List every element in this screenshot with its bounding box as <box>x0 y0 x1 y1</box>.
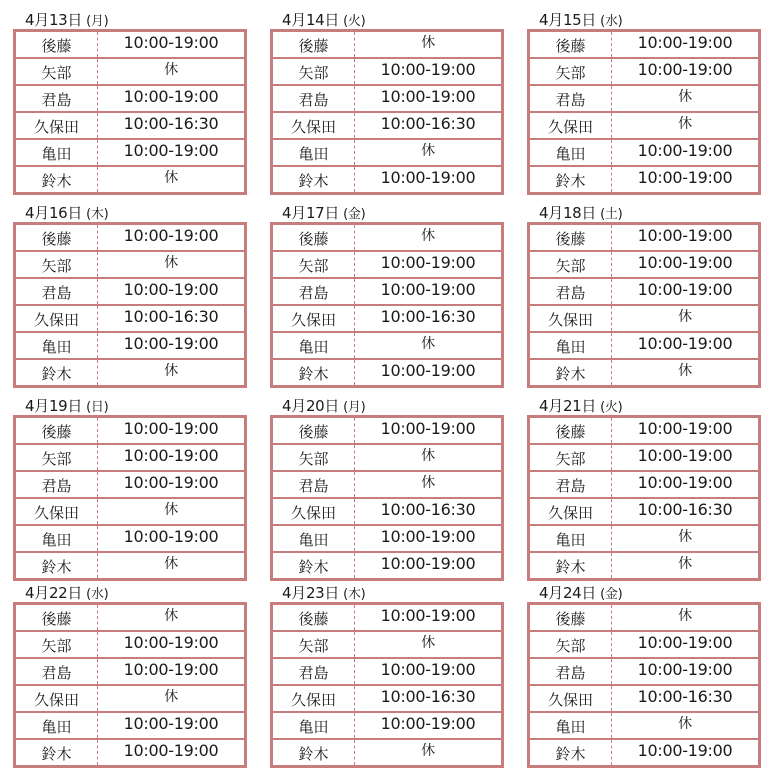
table-row <box>272 498 503 525</box>
table-row <box>529 685 760 712</box>
shift-hours: 10:00-19:00 <box>612 251 760 278</box>
table-row <box>272 552 503 580</box>
table-row <box>529 417 760 445</box>
staff-name: 君島 <box>529 278 612 305</box>
shift-hours: 休 <box>612 712 760 739</box>
shift-hours: 10:00-19:00 <box>355 278 503 305</box>
shift-hours: 休 <box>612 552 760 580</box>
table-row <box>272 139 503 166</box>
table-row <box>15 359 246 387</box>
staff-name: 後藤 <box>15 31 98 59</box>
date-label: 4月18日 <box>539 204 597 222</box>
table-row <box>529 525 760 552</box>
day-title <box>25 203 108 223</box>
staff-name: 君島 <box>272 278 355 305</box>
shift-hours: 10:00-19:00 <box>612 658 760 685</box>
table-row <box>15 525 246 552</box>
table-row <box>272 658 503 685</box>
weekday-label: (水) <box>86 587 109 602</box>
weekday-label: (木) <box>86 207 109 222</box>
shift-hours: 10:00-19:00 <box>355 712 503 739</box>
table-row <box>15 444 246 471</box>
day-title <box>25 10 108 30</box>
staff-name: 久保田 <box>15 112 98 139</box>
shift-hours: 10:00-19:00 <box>98 712 246 739</box>
shift-hours: 10:00-19:00 <box>98 658 246 685</box>
shift-hours: 10:00-19:00 <box>612 471 760 498</box>
table-row <box>529 85 760 112</box>
table-row <box>272 604 503 632</box>
shift-hours: 休 <box>355 739 503 767</box>
date-label: 4月19日 <box>25 397 83 415</box>
shift-hours: 10:00-19:00 <box>612 58 760 85</box>
shift-hours: 休 <box>355 444 503 471</box>
table-row <box>529 332 760 359</box>
staff-name: 亀田 <box>529 712 612 739</box>
shift-hours: 休 <box>355 471 503 498</box>
day-title <box>539 396 622 416</box>
staff-name: 久保田 <box>272 685 355 712</box>
staff-name: 君島 <box>529 471 612 498</box>
shift-table <box>527 29 761 195</box>
shift-table <box>270 415 504 581</box>
shift-hours: 10:00-19:00 <box>123 33 219 52</box>
shift-table <box>527 602 761 768</box>
table-row <box>272 685 503 712</box>
table-row <box>15 685 246 712</box>
table-row <box>15 251 246 278</box>
staff-name: 亀田 <box>15 525 98 552</box>
staff-name: 亀田 <box>272 332 355 359</box>
staff-name: 亀田 <box>529 139 612 166</box>
staff-name: 君島 <box>272 85 355 112</box>
staff-name: 君島 <box>272 658 355 685</box>
table-row <box>529 471 760 498</box>
day-title <box>282 10 365 30</box>
staff-name: 矢部 <box>272 58 355 85</box>
staff-name: 久保田 <box>529 685 612 712</box>
table-row <box>272 444 503 471</box>
shift-hours: 10:00-19:00 <box>355 58 503 85</box>
staff-name: 久保田 <box>15 305 98 332</box>
staff-name: 鈴木 <box>15 739 98 767</box>
staff-name: 君島 <box>272 471 355 498</box>
staff-name: 鈴木 <box>529 552 612 580</box>
table-row <box>272 112 503 139</box>
staff-name: 君島 <box>15 278 98 305</box>
shift-hours: 10:00-19:00 <box>98 139 246 166</box>
staff-name: 矢部 <box>529 251 612 278</box>
staff-name: 矢部 <box>272 631 355 658</box>
staff-name: 鈴木 <box>529 359 612 387</box>
shift-hours: 休 <box>421 35 435 51</box>
table-row <box>272 739 503 767</box>
staff-name: 亀田 <box>15 139 98 166</box>
staff-name: 鈴木 <box>15 552 98 580</box>
table-row <box>15 139 246 166</box>
table-row <box>272 525 503 552</box>
shift-hours: 10:00-19:00 <box>123 226 219 245</box>
shift-hours: 休 <box>98 498 246 525</box>
day-title <box>539 203 622 223</box>
shift-table <box>270 222 504 388</box>
shift-hours: 休 <box>612 359 760 387</box>
shift-hours: 10:00-16:30 <box>355 305 503 332</box>
shift-hours: 休 <box>421 228 435 244</box>
staff-name: 久保田 <box>272 112 355 139</box>
shift-hours: 休 <box>612 305 760 332</box>
table-row <box>15 58 246 85</box>
staff-name: 矢部 <box>272 444 355 471</box>
table-row <box>529 58 760 85</box>
staff-name: 矢部 <box>15 58 98 85</box>
table-row <box>529 739 760 767</box>
shift-hours: 10:00-19:00 <box>355 359 503 387</box>
staff-name: 亀田 <box>272 525 355 552</box>
table-row <box>529 658 760 685</box>
table-row <box>529 552 760 580</box>
table-row <box>529 166 760 194</box>
shift-hours: 10:00-19:00 <box>380 606 476 625</box>
shift-hours: 10:00-16:30 <box>355 685 503 712</box>
shift-table <box>13 602 247 768</box>
staff-name: 亀田 <box>272 712 355 739</box>
table-row <box>529 278 760 305</box>
shift-hours: 10:00-16:30 <box>98 112 246 139</box>
shift-hours: 10:00-19:00 <box>355 85 503 112</box>
shift-hours: 休 <box>612 85 760 112</box>
weekday-label: (土) <box>600 207 623 222</box>
date-label: 4月21日 <box>539 397 597 415</box>
staff-name: 君島 <box>15 85 98 112</box>
day-title <box>282 396 365 416</box>
weekday-label: (火) <box>343 14 366 29</box>
date-label: 4月20日 <box>282 397 340 415</box>
staff-name: 久保田 <box>15 685 98 712</box>
weekday-label: (金) <box>343 207 366 222</box>
table-row <box>529 359 760 387</box>
shift-hours: 10:00-19:00 <box>637 419 733 438</box>
shift-hours: 10:00-19:00 <box>355 166 503 194</box>
date-label: 4月23日 <box>282 584 340 602</box>
shift-hours: 休 <box>355 332 503 359</box>
staff-name: 後藤 <box>15 417 98 445</box>
weekday-label: (木) <box>343 587 366 602</box>
weekday-label: (月) <box>343 400 366 415</box>
shift-table <box>270 602 504 768</box>
table-row <box>272 417 503 445</box>
date-label: 4月13日 <box>25 11 83 29</box>
shift-hours: 10:00-16:30 <box>355 498 503 525</box>
shift-hours: 休 <box>98 685 246 712</box>
table-row <box>15 631 246 658</box>
date-label: 4月24日 <box>539 584 597 602</box>
shift-hours: 10:00-19:00 <box>98 332 246 359</box>
shift-hours: 10:00-19:00 <box>98 471 246 498</box>
shift-hours: 10:00-19:00 <box>612 278 760 305</box>
shift-hours: 10:00-19:00 <box>612 739 760 767</box>
staff-name: 鈴木 <box>529 739 612 767</box>
shift-hours: 休 <box>678 608 692 624</box>
shift-table <box>13 29 247 195</box>
shift-hours: 10:00-19:00 <box>355 251 503 278</box>
shift-hours: 10:00-19:00 <box>98 631 246 658</box>
shift-hours: 10:00-19:00 <box>355 525 503 552</box>
staff-name: 鈴木 <box>15 359 98 387</box>
shift-hours: 休 <box>612 112 760 139</box>
table-row <box>15 604 246 632</box>
shift-hours: 休 <box>355 139 503 166</box>
shift-hours: 休 <box>98 552 246 580</box>
shift-table <box>270 29 504 195</box>
table-row <box>272 471 503 498</box>
staff-name: 鈴木 <box>272 739 355 767</box>
table-row <box>529 444 760 471</box>
shift-hours: 休 <box>98 166 246 194</box>
shift-hours: 10:00-19:00 <box>637 33 733 52</box>
staff-name: 矢部 <box>15 251 98 278</box>
shift-hours: 休 <box>164 608 178 624</box>
table-row <box>272 224 503 252</box>
table-row <box>529 112 760 139</box>
table-row <box>272 305 503 332</box>
weekday-label: (火) <box>600 400 623 415</box>
staff-name: 亀田 <box>272 139 355 166</box>
shift-hours: 休 <box>355 631 503 658</box>
staff-name: 後藤 <box>529 604 612 632</box>
table-row <box>529 251 760 278</box>
table-row <box>272 712 503 739</box>
day-title <box>539 583 622 603</box>
table-row <box>529 498 760 525</box>
shift-hours: 10:00-19:00 <box>98 739 246 767</box>
staff-name: 鈴木 <box>272 166 355 194</box>
table-row <box>15 471 246 498</box>
table-row <box>272 31 503 59</box>
shift-hours: 休 <box>98 359 246 387</box>
shift-hours: 10:00-19:00 <box>637 226 733 245</box>
weekday-label: (月) <box>86 14 109 29</box>
staff-name: 君島 <box>529 658 612 685</box>
staff-name: 矢部 <box>272 251 355 278</box>
staff-name: 後藤 <box>272 31 355 59</box>
table-row <box>15 739 246 767</box>
shift-hours: 10:00-16:30 <box>612 685 760 712</box>
table-row <box>15 224 246 252</box>
staff-name: 亀田 <box>529 525 612 552</box>
staff-name: 君島 <box>15 471 98 498</box>
staff-name: 後藤 <box>15 224 98 252</box>
table-row <box>529 712 760 739</box>
staff-name: 後藤 <box>529 417 612 445</box>
staff-name: 後藤 <box>272 224 355 252</box>
weekday-label: (水) <box>600 14 623 29</box>
table-row <box>272 58 503 85</box>
date-label: 4月15日 <box>539 11 597 29</box>
staff-name: 矢部 <box>15 631 98 658</box>
table-row <box>272 166 503 194</box>
table-row <box>529 305 760 332</box>
day-title <box>25 583 108 603</box>
table-row <box>529 31 760 59</box>
staff-name: 後藤 <box>15 604 98 632</box>
table-row <box>15 712 246 739</box>
shift-hours: 10:00-19:00 <box>98 525 246 552</box>
staff-name: 矢部 <box>529 58 612 85</box>
shift-hours: 10:00-19:00 <box>612 166 760 194</box>
table-row <box>15 166 246 194</box>
table-row <box>272 251 503 278</box>
shift-hours: 10:00-19:00 <box>98 85 246 112</box>
shift-hours: 10:00-19:00 <box>380 419 476 438</box>
staff-name: 久保田 <box>529 112 612 139</box>
table-row <box>272 359 503 387</box>
staff-name: 亀田 <box>529 332 612 359</box>
shift-table <box>527 415 761 581</box>
staff-name: 久保田 <box>529 305 612 332</box>
shift-hours: 10:00-16:30 <box>355 112 503 139</box>
shift-hours: 10:00-19:00 <box>612 139 760 166</box>
shift-hours: 休 <box>98 58 246 85</box>
staff-name: 久保田 <box>272 305 355 332</box>
shift-hours: 10:00-16:30 <box>98 305 246 332</box>
shift-hours: 10:00-19:00 <box>98 278 246 305</box>
shift-hours: 10:00-19:00 <box>123 419 219 438</box>
table-row <box>15 305 246 332</box>
shift-table <box>13 415 247 581</box>
table-row <box>272 332 503 359</box>
staff-name: 鈴木 <box>529 166 612 194</box>
table-row <box>272 631 503 658</box>
table-row <box>272 278 503 305</box>
shift-hours: 10:00-19:00 <box>98 444 246 471</box>
staff-name: 亀田 <box>15 712 98 739</box>
day-title <box>25 396 108 416</box>
table-row <box>272 85 503 112</box>
shift-hours: 10:00-19:00 <box>355 658 503 685</box>
staff-name: 後藤 <box>529 31 612 59</box>
table-row <box>15 112 246 139</box>
day-title <box>539 10 622 30</box>
staff-name: 鈴木 <box>272 359 355 387</box>
date-label: 4月14日 <box>282 11 340 29</box>
weekday-label: (金) <box>600 587 623 602</box>
staff-name: 亀田 <box>15 332 98 359</box>
table-row <box>15 85 246 112</box>
staff-name: 後藤 <box>272 604 355 632</box>
day-title <box>282 203 365 223</box>
table-row <box>15 552 246 580</box>
table-row <box>15 332 246 359</box>
shift-table <box>13 222 247 388</box>
table-row <box>529 139 760 166</box>
staff-name: 久保田 <box>529 498 612 525</box>
staff-name: 鈴木 <box>272 552 355 580</box>
table-row <box>529 604 760 632</box>
staff-name: 矢部 <box>529 631 612 658</box>
table-row <box>529 224 760 252</box>
day-title <box>282 583 365 603</box>
staff-name: 君島 <box>15 658 98 685</box>
weekday-label: (日) <box>86 400 109 415</box>
staff-name: 久保田 <box>272 498 355 525</box>
table-row <box>15 498 246 525</box>
shift-hours: 休 <box>98 251 246 278</box>
shift-hours: 10:00-16:30 <box>612 498 760 525</box>
staff-name: 君島 <box>529 85 612 112</box>
date-label: 4月22日 <box>25 584 83 602</box>
table-row <box>15 278 246 305</box>
shift-hours: 10:00-19:00 <box>612 631 760 658</box>
shift-hours: 休 <box>612 525 760 552</box>
staff-name: 矢部 <box>529 444 612 471</box>
shift-hours: 10:00-19:00 <box>355 552 503 580</box>
staff-name: 矢部 <box>15 444 98 471</box>
shift-table <box>527 222 761 388</box>
staff-name: 鈴木 <box>15 166 98 194</box>
staff-name: 後藤 <box>529 224 612 252</box>
staff-name: 後藤 <box>272 417 355 445</box>
table-row <box>15 31 246 59</box>
shift-hours: 10:00-19:00 <box>612 444 760 471</box>
shift-hours: 10:00-19:00 <box>612 332 760 359</box>
table-row <box>529 631 760 658</box>
staff-name: 久保田 <box>15 498 98 525</box>
table-row <box>15 417 246 445</box>
date-label: 4月16日 <box>25 204 83 222</box>
table-row <box>15 658 246 685</box>
date-label: 4月17日 <box>282 204 340 222</box>
